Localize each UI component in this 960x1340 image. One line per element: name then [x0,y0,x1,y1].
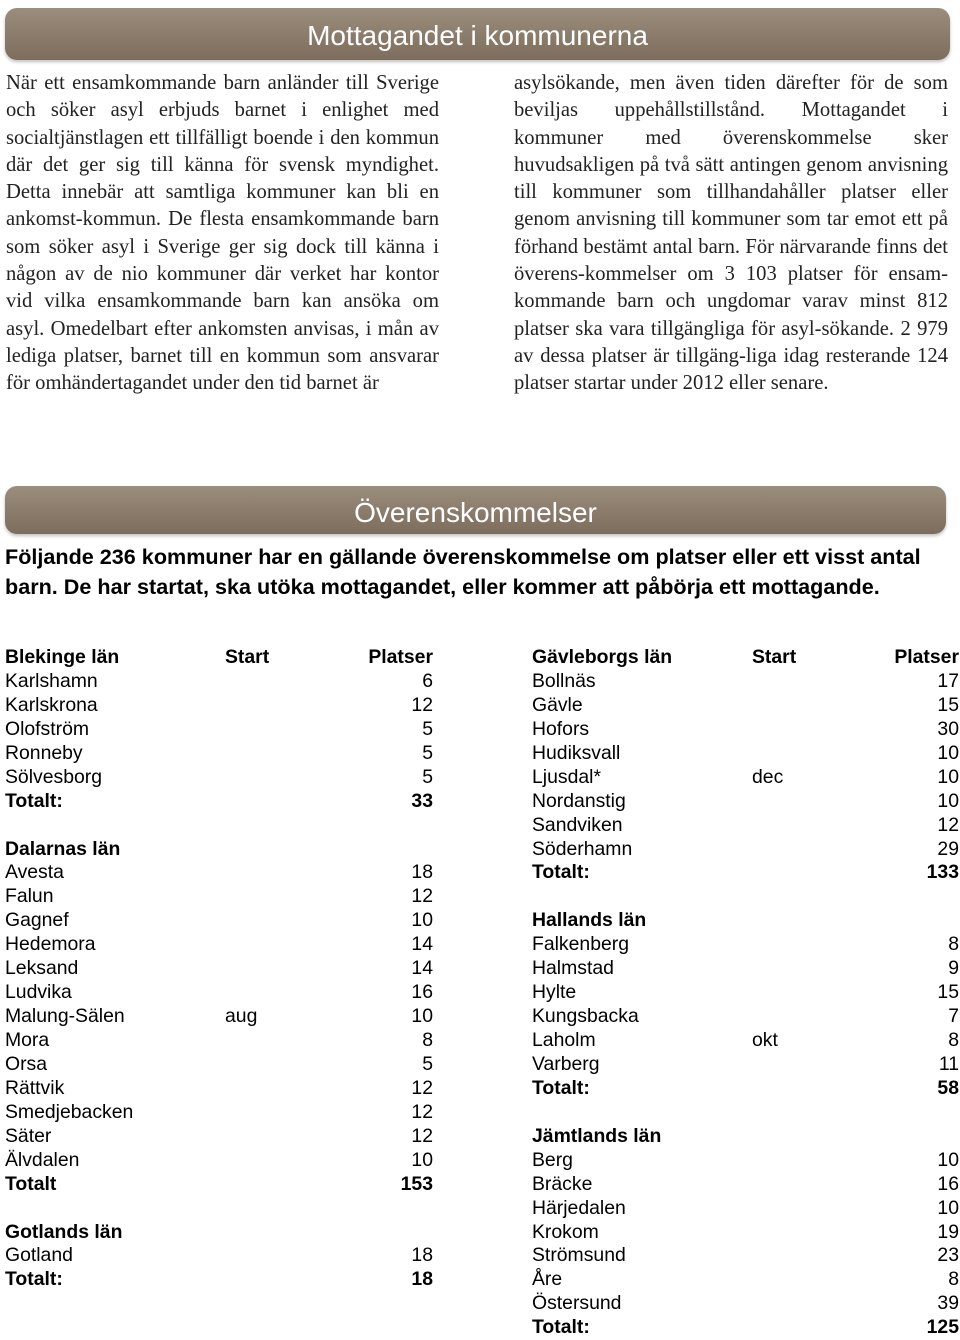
places-count: 10 [937,765,959,788]
municipality-name: Hofors [532,717,590,740]
municipality-name: Avesta [5,861,64,884]
places-count: 10 [937,789,959,812]
total-value: 58 [937,1076,959,1099]
municipality-name: Falkenberg [532,933,630,956]
municipality-name: Halmstad [532,957,614,980]
column-header-places: Platser [894,646,959,668]
spacer [532,1101,959,1125]
places-count: 10 [411,1148,433,1171]
municipality-name: Leksand [5,957,79,980]
total-label: Totalt: [532,861,590,884]
table-row [5,1053,433,1077]
table-row [5,1029,433,1053]
county-header [532,1125,959,1149]
section-title: Mottagandet i kommunerna [307,20,648,51]
county-header [532,909,959,933]
places-count: 10 [411,909,433,932]
table-row [5,1005,433,1029]
municipality-name: Hedemora [5,933,96,956]
table-row [532,1173,959,1197]
total-label: Totalt: [5,1268,63,1291]
places-count: 11 [938,1052,959,1075]
municipality-name: Hylte [532,981,577,1004]
municipality-name: Falun [5,885,54,908]
places-count: 16 [411,981,433,1004]
places-count: 9 [948,957,959,980]
places-count: 12 [411,1124,433,1147]
municipality-name: Malung-Sälen [5,1005,125,1028]
table-row [5,957,433,981]
places-count: 8 [948,1029,959,1051]
total-label: Totalt [5,1172,57,1195]
county-name: Jämtlands län [532,1124,662,1147]
table-row [532,1292,959,1316]
municipality-name: Gagnef [5,909,69,932]
places-count: 10 [937,1196,959,1219]
total-row [5,790,433,814]
places-count: 8 [948,1268,959,1291]
county-header [5,646,433,670]
municipality-name: Laholm [532,1029,596,1051]
table-row [5,766,433,790]
total-value: 18 [411,1268,433,1291]
municipality-name: Östersund [532,1292,622,1315]
total-row [532,861,959,885]
table-row [532,981,959,1005]
county-header [532,646,959,670]
places-count: 23 [937,1244,959,1267]
places-count: 7 [948,1005,959,1028]
table-row [532,670,959,694]
article-column-right: asylsökande, men även tiden därefter för de som beviljas uppehållstillstånd. Mottagandet i kommuner med överenskommelse sker huvudsakligen på två sätt antingen genom anvisning till kommuner som tillhandahåller platser eller genom anvisning till kommuner som tar emot ett på förhand bestämt antal barn. För närvarande finns det överens-kommelser om 3 103 platser för ensam-kommande barn och ungdomar varav minst 812 platser ska vara tillgängliga för asyl-sökande. 2 979 av dessa platser är tillgäng-liga idag resterande 124 platser startar under 2012 eller senare. [514,72,948,395]
table-row [532,1149,959,1173]
county-table-right [532,646,959,1340]
total-row [5,1268,433,1292]
total-row [532,1316,959,1340]
table-row [532,742,959,766]
municipality-name: Sandviken [532,813,623,836]
places-count: 16 [937,1172,959,1195]
total-value: 33 [411,789,433,812]
section-banner-overenskommelser [5,486,946,534]
municipality-name: Mora [5,1029,50,1051]
places-count: 12 [411,693,433,716]
table-row [532,838,959,862]
county-name: Gävleborgs län [532,646,673,668]
places-count: 10 [937,1148,959,1171]
table-row [5,718,433,742]
municipality-name: Kungsbacka [532,1005,639,1028]
table-row [5,885,433,909]
total-value: 133 [926,861,959,884]
table-row [532,1053,959,1077]
places-count: 29 [937,837,959,860]
places-count: 8 [422,1029,433,1051]
table-row [5,981,433,1005]
table-row [5,1077,433,1101]
places-count: 18 [411,1244,433,1267]
table-row [5,1244,433,1268]
municipality-name: Gotland [5,1244,73,1267]
table-row [532,1197,959,1221]
municipality-name: Nordanstig [532,789,626,812]
municipality-name: Berg [532,1148,573,1171]
places-count: 18 [411,861,433,884]
places-count: 12 [937,813,959,836]
county-header [5,1221,433,1245]
municipality-name: Ludvika [5,981,72,1004]
table-row [532,1029,959,1053]
section-title: Överenskommelser [354,497,597,528]
table-row [5,742,433,766]
places-count: 10 [937,741,959,764]
county-name: Hallands län [532,909,647,932]
municipality-name: Rättvik [5,1076,65,1099]
places-count: 5 [422,765,433,788]
municipality-name: Orsa [5,1052,48,1075]
municipality-name: Krokom [532,1220,599,1243]
municipality-name: Smedjebacken [5,1100,134,1123]
total-label: Totalt: [532,1076,590,1099]
total-label: Totalt: [5,789,63,812]
table-row [5,909,433,933]
municipality-name: Härjedalen [532,1196,626,1219]
places-count: 5 [422,717,433,740]
municipality-name: Åre [532,1268,563,1291]
places-count: 5 [422,741,433,764]
municipality-name: Älvdalen [5,1148,80,1171]
places-count: 12 [411,1076,433,1099]
places-count: 14 [411,957,433,980]
table-row [5,933,433,957]
places-count: 39 [937,1292,959,1315]
municipality-name: Karlskrona [5,693,98,716]
county-name: Dalarnas län [5,837,121,860]
municipality-name: Karlshamn [5,669,98,692]
spacer [5,1197,433,1221]
table-row [5,694,433,718]
table-row [532,766,959,790]
table-row [532,790,959,814]
places-count: 15 [937,693,959,716]
municipality-name: Söderhamn [532,837,633,860]
county-header [5,838,433,862]
table-row [5,1125,433,1149]
places-count: 12 [411,1100,433,1123]
places-count: 17 [937,669,959,692]
table-row [532,718,959,742]
municipality-name: Olofström [5,717,90,740]
agreements-intro: Följande 236 kommuner har en gällande överenskommelse om platser eller ett visst antal barn. De har startat, ska utöka mottagandet, eller kommer att påbörja ett mottagande. [5,544,921,599]
table-row [532,933,959,957]
places-count: 6 [422,669,433,692]
municipality-name: Ljusdal* [532,765,601,788]
column-header-start: Start [752,646,797,668]
start-month: dec [752,765,784,788]
table-row [532,694,959,718]
article-column-left: När ett ensamkommande barn anländer till Sverige och söker asyl erbjuds barnet i enlighet med socialtjänstlagen ett tillfälligt boende i den kommun där det ger sig till känna för svensk myndighet. Detta innebär att samtliga kommuner kan bli en ankomst-kommun. De flesta ensamkommande barn som söker asyl i Sverige ger sig dock till känna i någon av de nio kommuner där verket har kontor vid vilka ensamkommande barn kan ansöka om asyl. Omedelbart efter ankomsten anvisas, i mån av lediga platser, barnet till en kommun som ansvarar för omhändertagandet under den tid barnet är [6,72,439,395]
table-row [532,957,959,981]
total-value: 153 [400,1172,433,1195]
county-name: Gotlands län [5,1220,123,1243]
table-row [5,1149,433,1173]
places-count: 19 [937,1220,959,1243]
start-month: okt [752,1029,778,1051]
column-header-places: Platser [368,646,433,668]
table-row [532,1221,959,1245]
municipality-name: Bräcke [532,1172,593,1195]
table-row [532,814,959,838]
total-row [532,1077,959,1101]
table-row [5,1101,433,1125]
municipality-name: Sölvesborg [5,765,103,788]
table-row [532,1005,959,1029]
total-label: Totalt: [532,1316,590,1339]
places-count: 5 [422,1052,433,1075]
municipality-name: Bollnäs [532,669,596,692]
municipality-name: Säter [5,1124,52,1147]
column-header-start: Start [225,646,270,668]
section-banner-mottagandet [5,8,950,60]
places-count: 30 [937,717,959,740]
municipality-name: Ronneby [5,741,83,764]
spacer [5,814,433,838]
municipality-name: Strömsund [532,1244,626,1267]
table-row [5,670,433,694]
places-count: 14 [411,933,433,956]
table-row [5,861,433,885]
spacer [532,885,959,909]
municipality-name: Hudiksvall [532,741,621,764]
county-table-left [5,646,433,1292]
total-row [5,1173,433,1197]
table-row [532,1244,959,1268]
places-count: 12 [411,885,433,908]
table-row [532,1268,959,1292]
places-count: 15 [937,981,959,1004]
start-month: aug [225,1005,258,1028]
places-count: 8 [948,933,959,956]
places-count: 10 [411,1005,433,1028]
municipality-name: Varberg [532,1052,600,1075]
county-name: Blekinge län [5,646,120,668]
municipality-name: Gävle [532,693,583,716]
total-value: 125 [926,1316,959,1339]
